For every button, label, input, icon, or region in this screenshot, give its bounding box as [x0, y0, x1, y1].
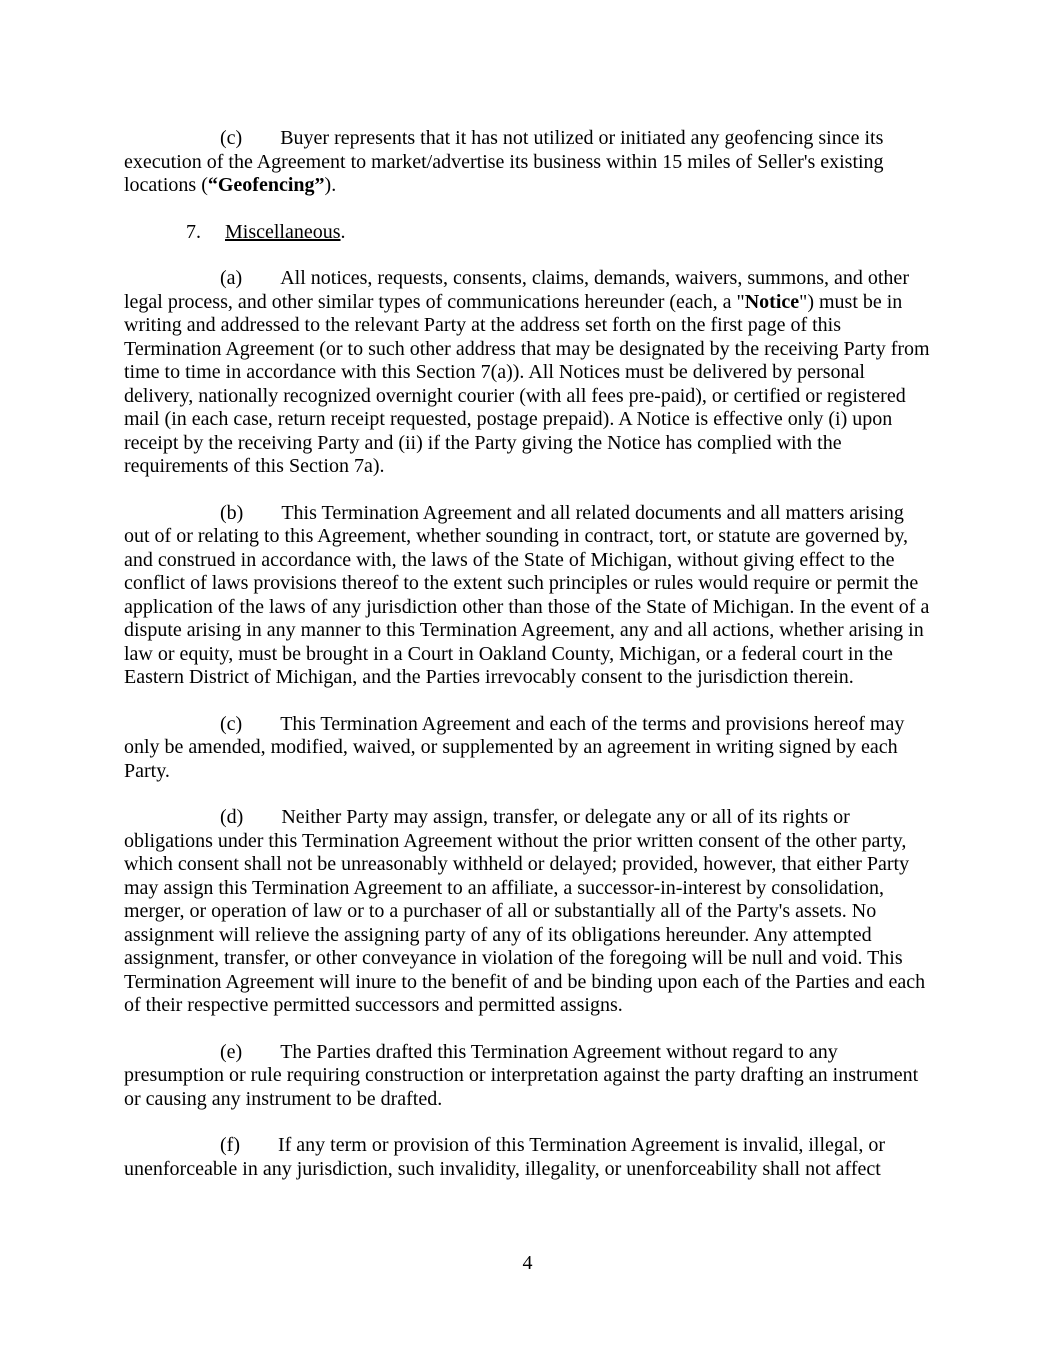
document-body [124, 127, 931, 1204]
paragraph-7a [124, 267, 931, 479]
paragraph-7b [124, 502, 931, 690]
page-number: 4 [522, 1252, 533, 1274]
paragraph-7e [124, 1041, 931, 1112]
clause-text: This Termination Agreement and all related documents and all matters arising out of or relating to this Agreement, whether sounding in contract, tort, or statute are governed by, and construed in accordance with, the laws of the State of Michigan, without giving effect to the conflict of laws provisions thereof to the extent such principles or rules would require or permit the application of the laws of any jurisdiction other than those of the State of Michigan. In the event of a dispute arising in any manner to this Termination Agreement, any and all actions, whether arising in law or equity, must be brought in a Court in Oakland County, Michigan, or a federal court in the Eastern District of Michigan, and the Parties irrevocably consent to the jurisdiction therein. [124, 501, 930, 688]
clause-text: This Termination Agreement and each of the terms and provisions hereof may only be amended, modified, waived, or supplemented by an agreement in writing signed by each Party. [124, 712, 905, 782]
clause-text: All notices, requests, consents, claims, demands, waivers, summons, and other legal process, and other similar types of communications hereunder (each, a " [124, 267, 909, 313]
paragraph-6c [124, 127, 931, 198]
clause-text: Buyer represents that it has not utilized or initiated any geofencing since its execution of the Agreement to market/advertise its business within 15 miles of Seller's existing locations ( [124, 127, 884, 196]
clause-label: (d) [220, 806, 244, 828]
section-heading-miscellaneous [124, 221, 931, 245]
clause-text: Neither Party may assign, transfer, or delegate any or all of its rights or obligations under this Termination Agreement without the prior written consent of the other party, which consent shall not be unreasonably withheld or delayed; provided, however, that either Party may assign this Termination Agreement to an affiliate, a successor-in-interest by consolidation, merger, or operation of law or to a purchaser of all or substantially all of the Party's assets. No assignment will relieve the assigning party of any of its obligations hereunder. Any attempted assignment, transfer, or other conveyance in violation of the foregoing will be null and void. This Termination Agreement will inure to the benefit of and be binding upon each of the Parties and each of their respective permitted successors and permitted assigns. [124, 806, 926, 1016]
clause-text: The Parties drafted this Termination Agreement without regard to any presumption or rule requiring construction or interpretation against the party drafting an instrument or causing any instrument to be drafted. [124, 1040, 919, 1110]
clause-label: (f) [220, 1134, 240, 1156]
clause-text: ") must be in writing and addressed to the relevant Party at the address set forth on the first page of this Termination Agreement (or to such other address that may be designated by the receiving Party from time to time in accordance with this Section 7(a)). All Notices must be delivered by personal delivery, nationally recognized overnight courier (with all fees pre-paid), or certified or registered mail (in each case, return receipt requested, postage prepaid). A Notice is effective only (i) upon receipt by the receiving Party and (ii) if the Party giving the Notice has complied with the requirements of this Section 7a). [124, 290, 930, 477]
clause-label: (e) [220, 1040, 243, 1063]
section-title-period: . [340, 220, 346, 243]
section-title: Miscellaneous [225, 220, 341, 243]
paragraph-7c [124, 713, 931, 784]
paragraph-7f [124, 1134, 931, 1181]
defined-term-geofencing: “Geofencing” [207, 174, 325, 196]
clause-text: If any term or provision of this Termination Agreement is invalid, illegal, or unenforceable in any jurisdiction, such invalidity, illegality, or unenforceability shall not affect [124, 1134, 885, 1180]
clause-label: (c) [220, 712, 243, 735]
defined-term-notice: Notice [744, 290, 800, 313]
clause-label: (a) [220, 267, 243, 289]
clause-label: (b) [220, 501, 244, 524]
clause-text: ). [324, 174, 337, 196]
clause-label: (c) [220, 127, 243, 149]
section-number: 7. [186, 220, 201, 243]
paragraph-7d [124, 806, 931, 1018]
